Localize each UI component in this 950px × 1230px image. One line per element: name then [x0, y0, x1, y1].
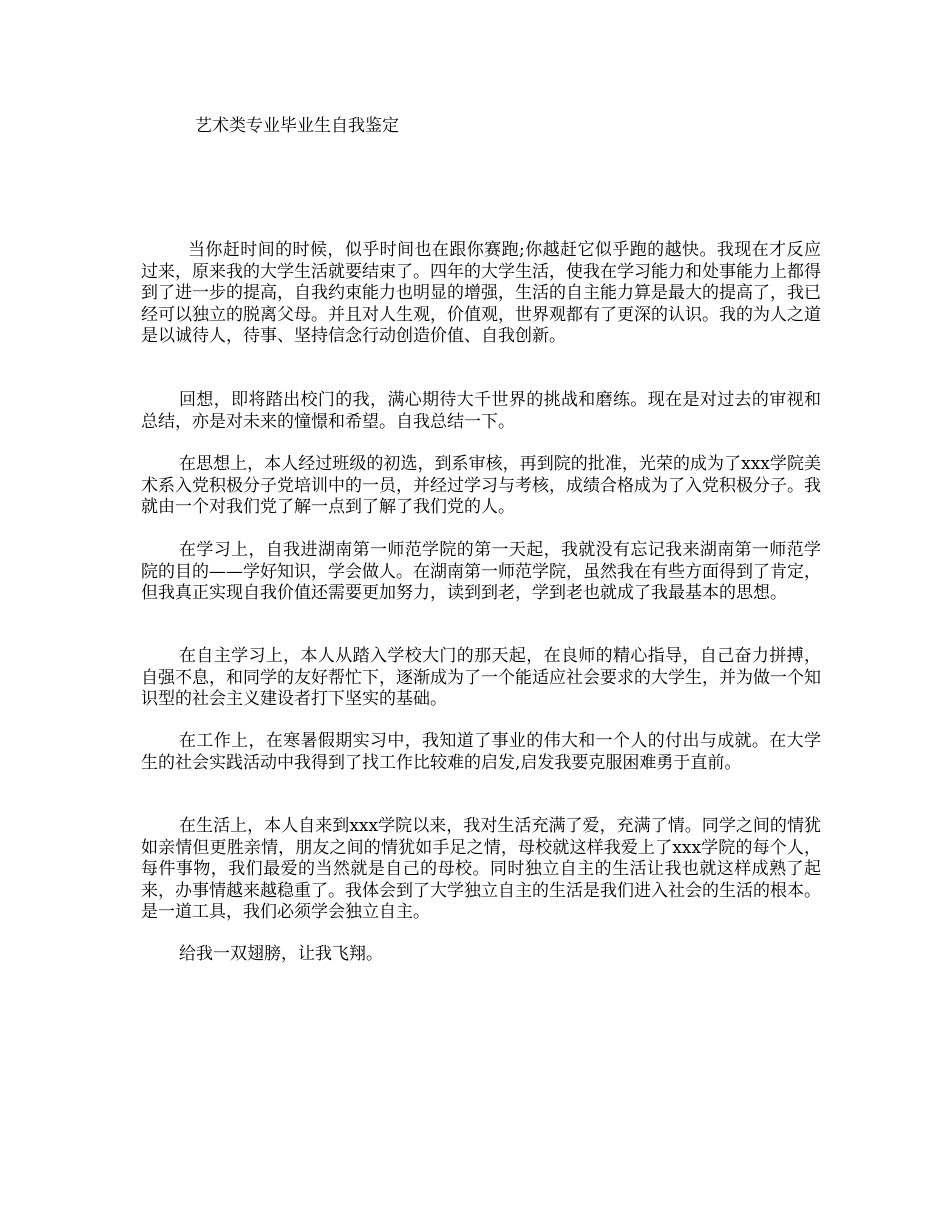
- paragraph-ideology: 在思想上，本人经过班级的初选，到系审核，再到院的批准，光荣的成为了xxx学院美术系入党积极分子党培训中的一员，并经过学习与考核，成绩合格成为了入党积极分子。我就由一个对我们党了解一点到了解了我们党的人。: [141, 454, 821, 517]
- paragraph-self-study: 在自主学习上，本人从踏入学校大门的那天起，在良师的精心指导，自己奋力拼搏，自强不息，和同学的友好帮忙下，逐渐成为了一个能适应社会要求的大学生，并为做一个知识型的社会主义建设者打下坚实的基础。: [141, 646, 821, 709]
- document-title: 艺术类专业毕业生自我鉴定: [195, 116, 399, 136]
- paragraph-closing: 给我一双翅膀，让我飞翔。: [179, 944, 383, 964]
- paragraph-work: 在工作上，在寒暑假期实习中，我知道了事业的伟大和一个人的付出与成就。在大学生的社会实践活动中我得到了找工作比较难的启发,启发我要克服困难勇于直前。: [141, 731, 821, 773]
- paragraph-reflection: 回想，即将踏出校门的我，满心期待大千世界的挑战和磨练。现在是对过去的审视和总结，亦是对未来的憧憬和希望。自我总结一下。: [141, 390, 821, 432]
- paragraph-life: 在生活上，本人自来到xxx学院以来，我对生活充满了爱，充满了情。同学之间的情犹如亲情但更胜亲情，朋友之间的情犹如手足之情，母校就这样我爱上了xxx学院的每个人，每件事物，我们最爱的当然就是自己的母校。同时独立自主的生活让我也就这样成熟了起来，办事情越来越稳重了。我体会到了大学独立自主的生活是我们进入社会的生活的根本。是一道工具，我们必须学会独立自主。: [141, 816, 821, 922]
- paragraph-intro: 当你赶时间的时候，似乎时间也在跟你赛跑;你越赶它似乎跑的越快。我现在才反应过来，原来我的大学生活就要结束了。四年的大学生活，使我在学习能力和处事能力上都得到了进一步的提高，自我约束能力也明显的增强，生活的自主能力算是最大的提高了，我已经可以独立的脱离父母。并且对人生观，价值观，世界观都有了更深的认识。我的为人之道是以诚待人，待事、坚持信念行动创造价值、自我创新。: [141, 240, 821, 346]
- paragraph-study: 在学习上，自我进湖南第一师范学院的第一天起，我就没有忘记我来湖南第一师范学院的目的——学好知识，学会做人。在湖南第一师范学院，虽然我在有些方面得到了肯定，但我真正实现自我价值还需要更加努力，读到到老，学到老也就成了我最基本的思想。: [141, 540, 821, 603]
